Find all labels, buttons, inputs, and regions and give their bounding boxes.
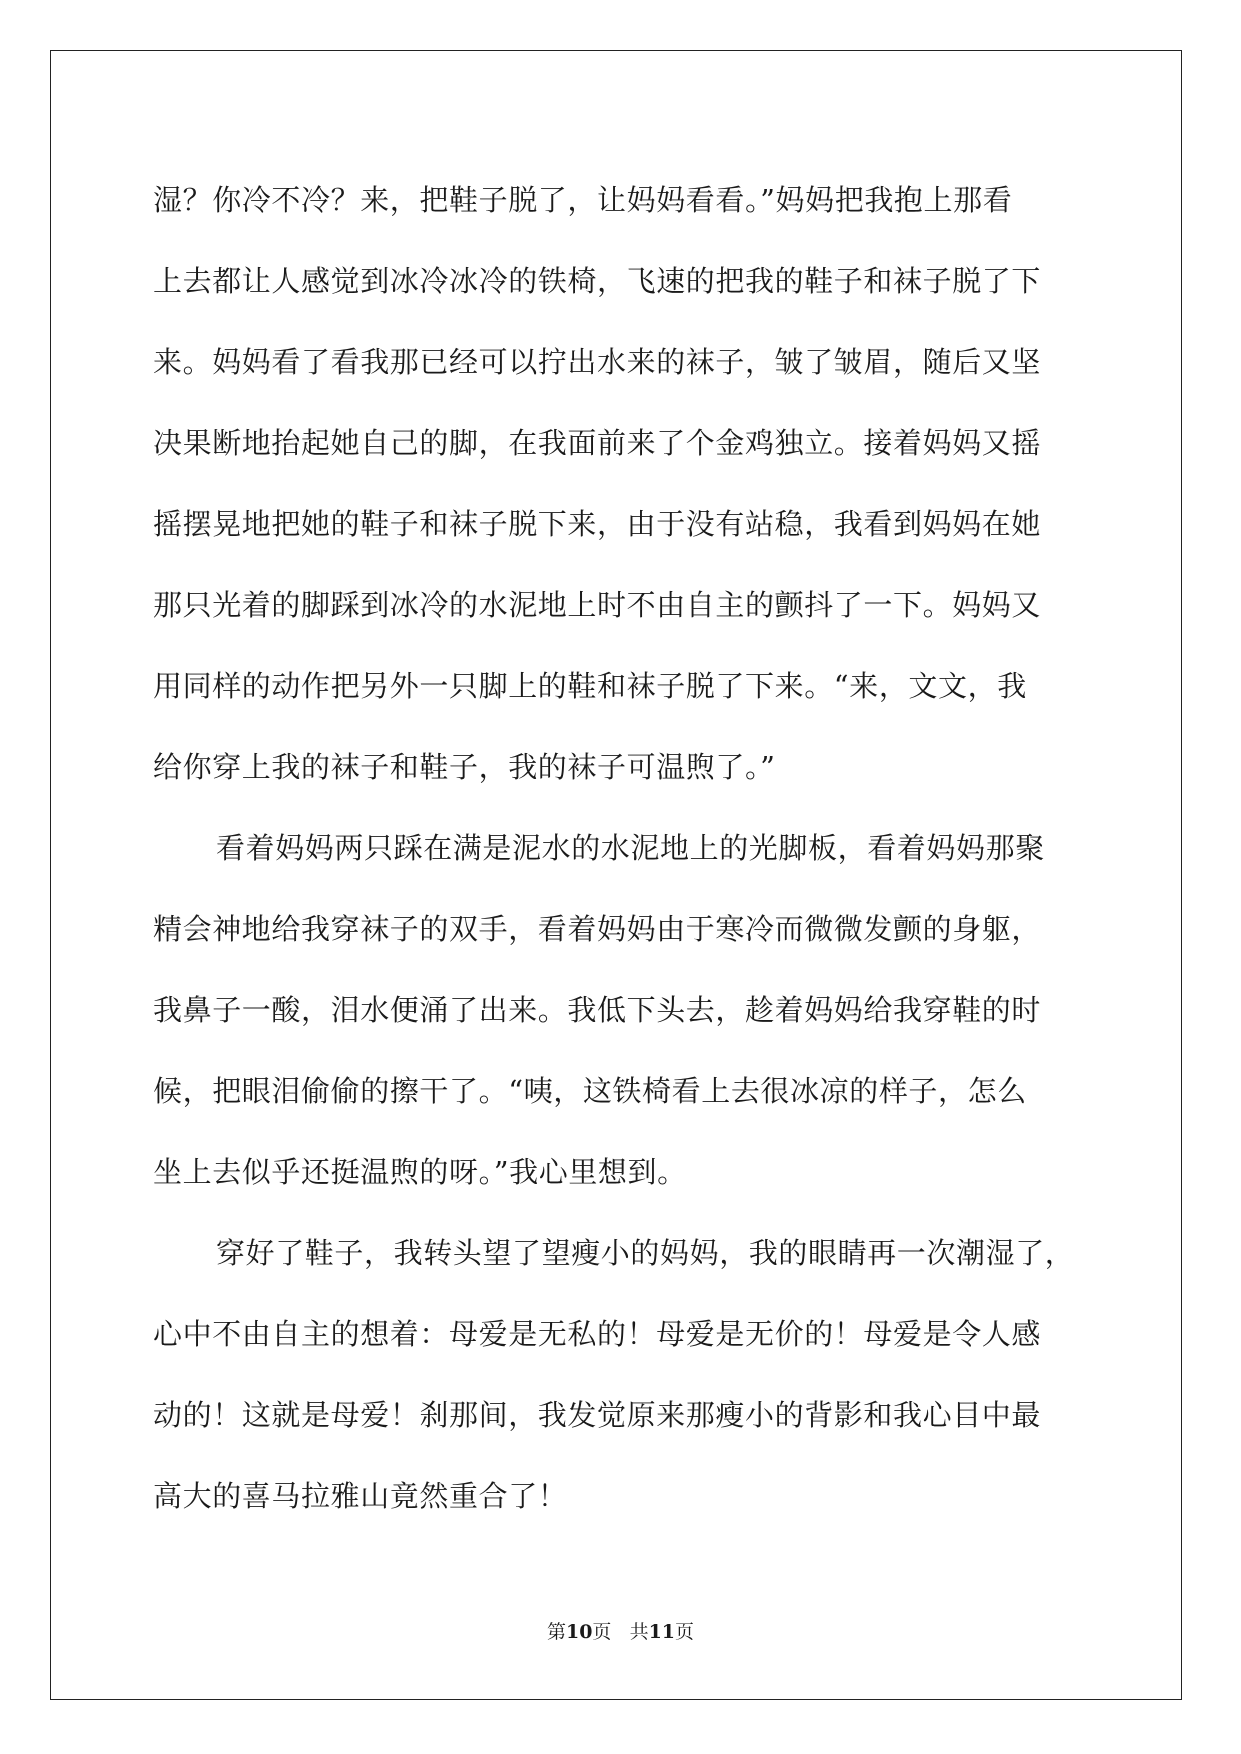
text-line: 精会神地给我穿袜子的双手，看着妈妈由于寒冷而微微发颤的身躯， — [153, 912, 1042, 946]
text-line: 候，把眼泪偷偷的擦干了。“咦，这铁椅看上去很冰凉的样子，怎么 — [153, 1074, 1027, 1108]
text-line: 决果断地抬起她自己的脚，在我面前来了个金鸡独立。接着妈妈又摇 — [153, 426, 1042, 460]
paragraph-start-line: 看着妈妈两只踩在满是泥水的水泥地上的光脚板，看着妈妈那聚 — [216, 831, 1045, 865]
text-line: 来。妈妈看了看我那已经可以拧出水来的袜子，皱了皱眉，随后又坚 — [153, 345, 1042, 379]
page-number-prefix: 第 — [546, 1621, 566, 1643]
text-line: 用同样的动作把另外一只脚上的鞋和袜子脱了下来。“来，文文，我 — [153, 669, 1027, 703]
total-pages-number: 11 — [648, 1621, 676, 1643]
text-line: 给你穿上我的袜子和鞋子，我的袜子可温煦了。” — [153, 750, 776, 784]
text-line: 摇摆晃地把她的鞋子和袜子脱下来，由于没有站稳，我看到妈妈在她 — [153, 507, 1042, 541]
text-line: 上去都让人感觉到冰冷冰冷的铁椅，飞速的把我的鞋子和袜子脱了下 — [153, 264, 1042, 298]
text-line: 动的！这就是母爱！刹那间，我发觉原来那瘦小的背影和我心目中最 — [153, 1398, 1042, 1432]
text-line: 那只光着的脚踩到冰冷的水泥地上时不由自主的颤抖了一下。妈妈又 — [153, 588, 1042, 622]
text-line: 湿？你冷不冷？来，把鞋子脱了，让妈妈看看。”妈妈把我抱上那看 — [153, 183, 1013, 217]
text-line: 高大的喜马拉雅山竟然重合了！ — [153, 1479, 568, 1513]
text-line: 坐上去似乎还挺温煦的呀。”我心里想到。 — [153, 1155, 687, 1189]
page-suffix: 页 — [592, 1621, 612, 1643]
text-line: 心中不由自主的想着：母爱是无私的！母爱是无价的！母爱是令人感 — [153, 1317, 1042, 1351]
paragraph-start-line: 穿好了鞋子，我转头望了望瘦小的妈妈，我的眼睛再一次潮湿了， — [216, 1236, 1075, 1270]
total-pages-prefix: 共 — [629, 1621, 649, 1643]
page-footer — [0, 1620, 1241, 1644]
page-body-text — [153, 160, 1093, 1537]
text-line: 我鼻子一酸，泪水便涌了出来。我低下头去，趁着妈妈给我穿鞋的时 — [153, 993, 1042, 1027]
total-pages-suffix: 页 — [675, 1621, 695, 1643]
current-page-number: 10 — [565, 1621, 593, 1643]
